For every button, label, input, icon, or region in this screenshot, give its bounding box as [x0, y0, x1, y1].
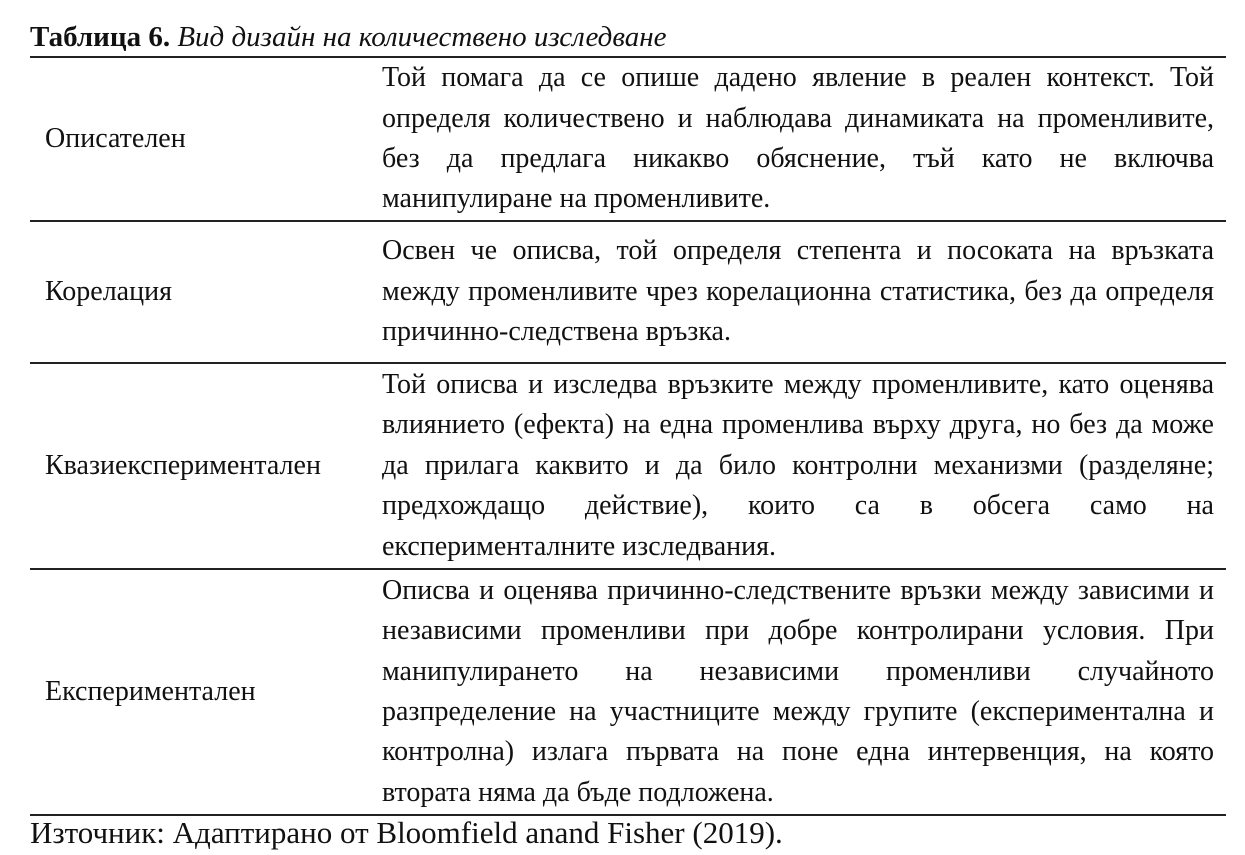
table-row [30, 222, 1226, 364]
row-description: Описва и оценява причинно-следствените връзки между зависими и независими променливи при добре контролирани условия. При манипулирането на независими променливи случайното разпределение на участниците между групите (експериментална и контролна) излага първата на поне една интервенция, на която втората няма да бъде подложена. [382, 574, 1214, 808]
row-description: Той описва и изследва връзките между променливите, като оценява влиянието (ефекта) на една променлива върху друга, но без да може да прилага каквито и да било контролни механизми (разделяне; предхождащо действие), които са в обсега само на експерименталните изследвания. [382, 368, 1214, 562]
row-term: Описателен [45, 123, 186, 154]
table-title: Вид дизайн на количествено изследване [177, 21, 667, 53]
design-types-table [30, 56, 1226, 816]
table-row [30, 570, 1226, 816]
row-description: Освен че описва, той определя степента и посоката на връзката между променливите чрез корелационна статистика, без да определя причинно-следствена връзка. [382, 235, 1214, 348]
table-row [30, 364, 1226, 570]
row-term: Експериментален [45, 676, 256, 707]
row-term: Квазиекспериментален [45, 450, 321, 481]
row-term: Корелация [45, 276, 172, 307]
table-caption [30, 20, 667, 54]
row-description: Той помага да се опише дадено явление в реален контекст. Той определя количествено и наблюдава динамиката на променливите, без да предлага никакво обяснение, тъй като не включва манипулиране на променливите. [382, 62, 1214, 215]
table-row [30, 58, 1226, 222]
table-source-note: Източник: Адаптирано от Bloomfield anand Fisher (2019). [30, 815, 783, 850]
table-number: Таблица 6. [30, 21, 171, 53]
